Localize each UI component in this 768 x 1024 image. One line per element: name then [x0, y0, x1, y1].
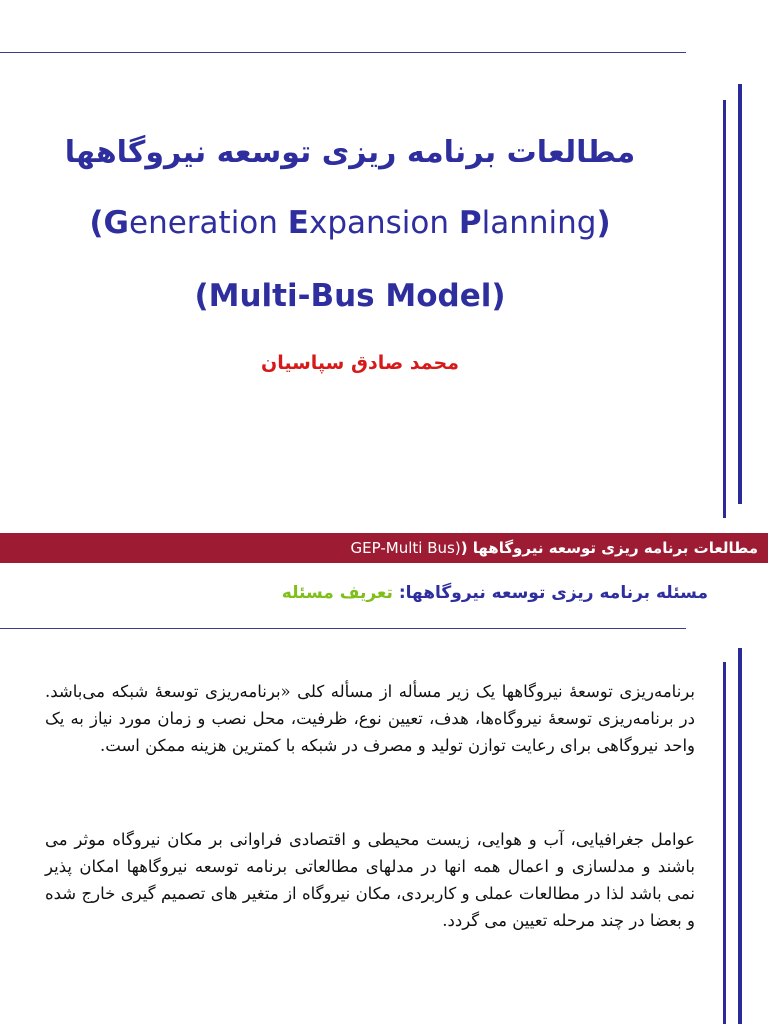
top-divider-line [0, 52, 686, 53]
slide-title-english [0, 205, 700, 241]
author-name: محمد صادق سپاسیان [261, 352, 459, 374]
slide-2-decor-bar-right [738, 648, 742, 1024]
slide-2-decor-bar-left [723, 662, 726, 1024]
title-word-expansion: xpansion [308, 205, 459, 241]
subtitle-main-text: مسئله برنامه ریزی توسعه نیروگاهها: [392, 583, 708, 603]
title-letter-p: P [458, 205, 482, 241]
title-letter-e: E [287, 205, 309, 241]
title-open-paren: ( [89, 205, 104, 241]
slide-model-subtitle: (Multi-Bus Model) [194, 278, 506, 314]
section-subtitle [282, 583, 708, 603]
slide-header-banner [0, 533, 768, 563]
paragraph-factors: عوامل جغرافیایی، آب و هوایی، زیست محیطی و اقتصادی فراوانی بر مکان نیروگاه موثر می باشند و مدلسازی و اعمال همه انها در مدلهای مطالعاتی برنامه توسعه نیروگاهها امکان پذیر نمی باشد لذا در مطالعات عملی و کاربردی، مکان نیروگاه از متغیر های تصمیم گیری خارج شده و بعضا در چند مرحله تعیین می گردد. [45, 830, 695, 930]
title-letter-g: G [103, 205, 129, 241]
title-word-generation: eneration [129, 205, 288, 241]
slide-1-decor-bar-right [738, 84, 742, 504]
banner-text-english: GEP-Multi Bus) [350, 539, 461, 557]
title-close-paren: ) [596, 205, 611, 241]
slide-title-persian: مطالعات برنامه ریزی توسعه نیروگاهها [64, 135, 636, 170]
paragraph-definition: برنامه‌ریزی توسعهٔ نیروگاهها یک زیر مسأله از مسأله کلی «برنامه‌ریزی توسعهٔ شبکه می‌باشد. در برنامه‌ریزی توسعهٔ نیروگاه‌ها، هدف، تعیین نوع، ظرفیت، محل نصب و زمان مورد نیاز به یک واحد نیروگاهی برای رعایت توازن تولید و مصرف در شبکه با کمترین هزینه ممکن است. [45, 682, 695, 755]
banner-text-persian: مطالعات برنامه ریزی توسعه نیروگاهها ( [460, 539, 758, 557]
slide-1-decor-bar-left [723, 100, 726, 518]
subtitle-highlight-text: تعریف مسئله [281, 583, 393, 603]
slide-2-divider-line [0, 628, 686, 629]
title-word-planning: lanning [481, 205, 597, 241]
